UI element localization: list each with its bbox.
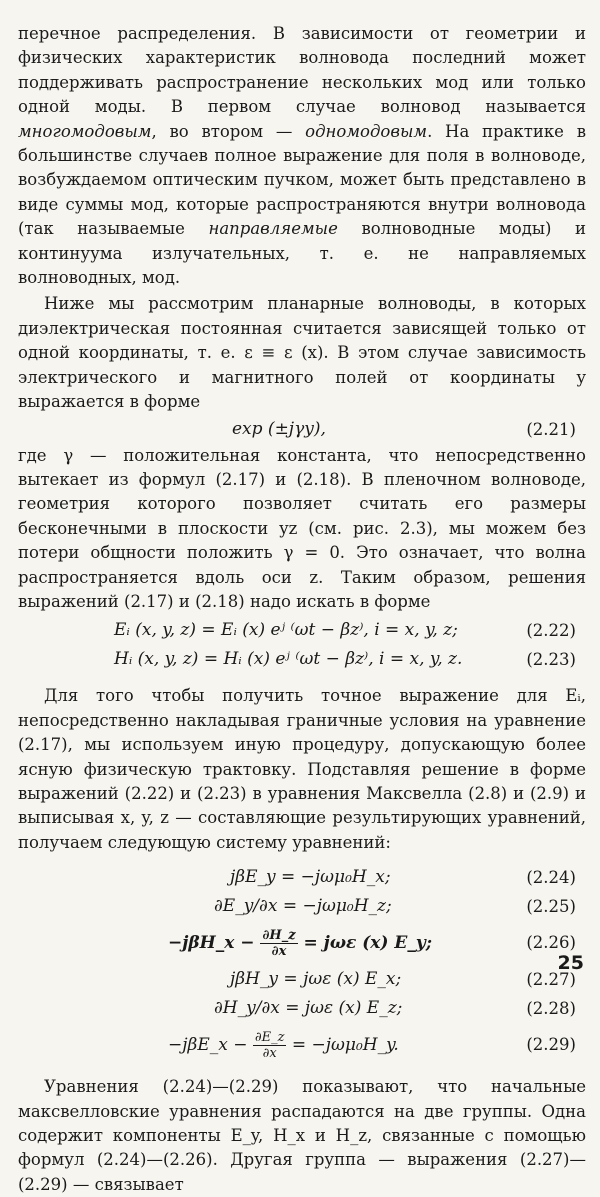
equation-2-29: −jβE_x − $\frac{\partial E\_z}{\partial x}$ = −jωμ₀H_y. (2.29) [168,1030,576,1062]
paragraph-4: Для того чтобы получить точное выражение для Eᵢ, непосредственно накладывая граничные условия на уравнение (2.17), мы используем иную процедуру, допускающую более ясную физическую трактовку. Подставляя решение в форме выражений (2.22) и (2.23) в уравнения Максвелла (2.8) и (2.9) и выписывая x, y, z — составляющие результирующих уравнений, получаем следующую систему уравнений: [18,686,586,852]
equation-2-25: ∂E_y/∂x = −jωμ₀H_z; (2.25) [214,896,576,917]
fraction: $\frac{\partial H\_z}{\partial x}$ [262,928,296,960]
equation-2-27: jβH_y = jωε (x) E_x; (2.27) [230,969,576,990]
equation-2-26: −jβH_x − $\frac{\partial H\_z}{\partial x}$ = jωε (x) E_y; (2.26) [168,928,576,960]
equation-2-23: Hᵢ (x, y, z) = Hᵢ (x) eʲ ⁽ωt − βz⁾, i = x, y, z. (2.23) [114,649,576,670]
paragraph-2: Ниже мы рассмотрим планарные волноводы, в которых диэлектрическая постоянная считается зависящей только от одной координаты, т. е. ε ≡ ε (x). В этом случае зависимость электрического и магнитного полей от координаты y выражается в форме [18,294,586,412]
fraction: $\frac{\partial E\_z}{\partial x}$ [254,1030,285,1062]
paragraph-5: Уравнения (2.24)—(2.29) показывают, что начальные максвелловские уравнения распадаются на две группы. Одна содержит компоненты E_y, H_x и H_z, связанные с помощью формул (2.24)—(2.26). Другая группа — выражения (2.27)—(2.29) — связывает [18,1077,586,1194]
page-number: 25 [557,952,584,974]
equation-2-24: jβE_y = −jωμ₀H_x; (2.24) [230,867,576,888]
equation-2-22: Eᵢ (x, y, z) = Eᵢ (x) eʲ ⁽ωt − βz⁾, i = x, y, z; (2.22) [114,620,576,641]
equation-2-21: exp (±jγy), (2.21) [232,418,576,439]
paragraph-3: где γ — положительная константа, что непосредственно вытекает из формул (2.17) и (2.18). В пленочном волноводе, геометрия которого позволяет считать его размеры бесконечными в плоскости yz (см. рис. 2.3), мы можем без потери общности положить γ = 0. Это означает, что волна распространяется вдоль оси z. Таким образом, решения выражений (2.17) и (2.18) надо искать в форме [18,445,586,611]
equation-2-28: ∂H_y/∂x = jωε (x) E_z; (2.28) [214,998,576,1019]
paragraph-1: перечное распределения. В зависимости от геометрии и физических характеристик волновода последний может поддерживать распространение нескольких мод или только одной моды. В первом случае волновод называется многомодовым, во втором — одномодовым. На практике в большинстве случаев полное выражение для поля в волноводе, возбуждаемом оптическим пучком, может быть представлено в виде суммы мод, которые распространяются внутри волновода (так называемые направляемые волноводные моды) и континуума излучательных, т. е. не направляемых волноводных, мод. [18,24,586,288]
